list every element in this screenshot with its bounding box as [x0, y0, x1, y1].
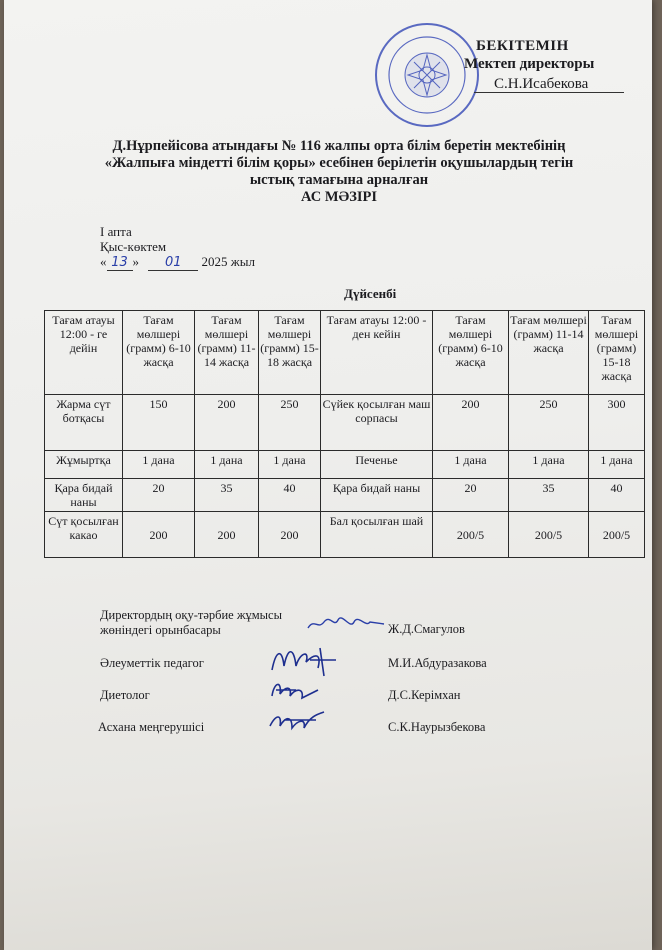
title-line-3: ыстық тамағына арналған — [249, 172, 429, 188]
table-cell: 1 дана — [195, 451, 259, 479]
table-cell: Печенье — [321, 451, 433, 479]
season-label: Қыс-көктем — [100, 239, 167, 254]
table-cell: 1 дана — [509, 451, 589, 479]
date-open-quote: « — [100, 254, 107, 269]
signature-name: Д.С.Керімхан — [388, 688, 461, 702]
table-cell: 20 — [123, 479, 195, 512]
signature-role: Директордың оқу-тәрбие жұмысы — [100, 608, 282, 622]
document-title — [84, 138, 594, 206]
title-line-2: «Жалпыға міндетті білім қоры» есебінен берілетін оқушылардың тегін — [104, 155, 574, 171]
school-seal-stamp — [374, 22, 480, 128]
header-cell: Тағам мөлшері (грамм) 15-18 жасқа — [259, 311, 321, 395]
table-row — [45, 395, 645, 451]
signature-role-line2: жөніндегі орынбасары — [100, 623, 221, 637]
table-cell: Сүйек қосылған маш сорпасы — [321, 395, 433, 451]
header-cell: Тағам мөлшері (грамм) 6-10 жасқа — [433, 311, 509, 395]
table-cell: 1 дана — [259, 451, 321, 479]
handwritten-signature-1 — [304, 612, 388, 636]
table-cell: 1 дана — [589, 451, 645, 479]
menu-table — [44, 310, 645, 558]
table-cell: 1 дана — [123, 451, 195, 479]
table-cell: Қара бидай наны — [45, 479, 123, 512]
document-page — [4, 0, 652, 950]
table-cell: 150 — [123, 395, 195, 451]
header-cell: Тағам атауы 12:00 - ден кейін — [321, 311, 433, 395]
table-cell: 200 — [195, 512, 259, 558]
table-cell: 200 — [259, 512, 321, 558]
date-line — [100, 254, 255, 271]
table-cell: Жұмыртқа — [45, 451, 123, 479]
table-cell: 250 — [509, 395, 589, 451]
table-cell: Сүт қосылған какао — [45, 512, 123, 558]
approval-position: Мектеп директоры — [464, 56, 595, 72]
signature-line — [474, 92, 624, 93]
handwritten-signature-2 — [266, 640, 346, 680]
table-cell: 200/5 — [509, 512, 589, 558]
signature-role: Диетолог — [100, 688, 150, 702]
signature-row-deputy — [100, 608, 282, 638]
table-header-row — [45, 311, 645, 395]
signature-name: С.К.Наурызбекова — [388, 720, 486, 734]
date-month: 01 — [148, 255, 198, 271]
table-cell: Жарма сүт ботқасы — [45, 395, 123, 451]
header-cell: Тағам мөлшері (грамм) 11-14 жасқа — [195, 311, 259, 395]
table-cell: Қара бидай наны — [321, 479, 433, 512]
signature-role: Асхана меңгерушісі — [98, 720, 205, 734]
signature-name: Ж.Д.Смагулов — [388, 622, 465, 636]
day-name: Дүйсенбі — [344, 286, 397, 301]
approval-title: БЕКІТЕМІН — [476, 38, 569, 54]
date-year: 2025 жыл — [201, 254, 255, 269]
director-name: С.Н.Исабекова — [494, 76, 589, 92]
header-cell: Тағам атауы 12:00 - ге дейін — [45, 311, 123, 395]
table-cell: 300 — [589, 395, 645, 451]
header-cell: Тағам мөлшері (грамм) 6-10 жасқа — [123, 311, 195, 395]
header-cell: Тағам мөлшері (грамм) 15-18 жасқа — [589, 311, 645, 395]
date-day: 13 — [107, 255, 133, 271]
table-cell: 35 — [195, 479, 259, 512]
table-cell: 200 — [433, 395, 509, 451]
signature-role: Әлеуметтік педагог — [100, 656, 204, 670]
table-cell: 1 дана — [433, 451, 509, 479]
table-row — [45, 512, 645, 558]
table-cell: 200/5 — [433, 512, 509, 558]
week-label: І апта — [100, 224, 132, 239]
signature-name: М.И.Абдуразакова — [388, 656, 487, 670]
table-row — [45, 451, 645, 479]
table-cell: 200/5 — [589, 512, 645, 558]
table-cell: 200 — [195, 395, 259, 451]
date-close-quote: » — [132, 254, 139, 269]
table-cell: 40 — [259, 479, 321, 512]
table-cell: 40 — [589, 479, 645, 512]
table-row — [45, 479, 645, 512]
title-line-4: АС МӘЗІРІ — [300, 189, 378, 205]
title-line-1: Д.Нұрпейісова атындағы № 116 жалпы орта білім беретін мектебінің — [112, 138, 566, 154]
table-cell: 20 — [433, 479, 509, 512]
table-cell: Бал қосылған шай — [321, 512, 433, 558]
table-cell: 250 — [259, 395, 321, 451]
table-cell: 35 — [509, 479, 589, 512]
handwritten-signature-3 — [266, 676, 322, 704]
header-cell: Тағам мөлшері (грамм) 11-14 жасқа — [509, 311, 589, 395]
table-cell: 200 — [123, 512, 195, 558]
handwritten-signature-4 — [266, 706, 330, 736]
